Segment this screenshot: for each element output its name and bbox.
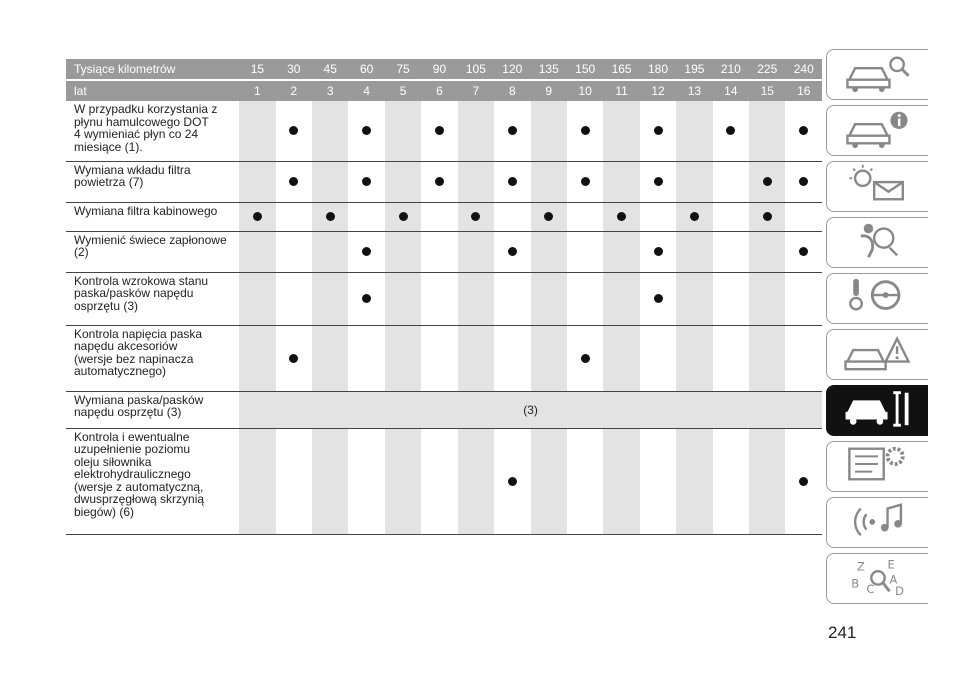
maintenance-schedule-table: [66, 59, 822, 535]
years-label: lat: [66, 80, 239, 101]
km-interval-cell: 60: [348, 59, 384, 80]
schedule-cell: [785, 202, 822, 231]
table-row: [66, 231, 822, 272]
schedule-cell: [749, 101, 785, 161]
car-info-icon: [836, 107, 920, 154]
year-interval-cell: 8: [494, 80, 530, 101]
chapter-tab-warning-light-message[interactable]: [826, 161, 928, 212]
km-interval-cell: 210: [713, 59, 749, 80]
year-interval-cell: 6: [421, 80, 457, 101]
schedule-cell: [494, 202, 530, 231]
schedule-cell: [385, 231, 421, 272]
chapter-tab-car-emergency[interactable]: [826, 329, 928, 380]
svg-text:D: D: [894, 584, 904, 597]
schedule-cell: [603, 231, 639, 272]
table-row: [66, 428, 822, 534]
schedule-cell: [713, 231, 749, 272]
service-bullet-icon: [799, 247, 808, 256]
schedule-cell: [458, 161, 494, 202]
service-bullet-icon: [289, 126, 298, 135]
service-bullet-icon: [763, 177, 772, 186]
operation-label: W przypadku korzystania z płynu hamulcowego DOT 4 wymieniać płyn co 24 miesiące (1).: [66, 101, 239, 161]
schedule-cell: [458, 101, 494, 161]
schedule-cell: [385, 101, 421, 161]
car-emergency-icon: [836, 331, 920, 378]
kilometers-label: Tysiące kilometrów: [66, 59, 239, 80]
service-bullet-icon: [690, 212, 699, 221]
schedule-cell: [239, 325, 275, 391]
schedule-cell: [421, 101, 457, 161]
schedule-cell: [603, 161, 639, 202]
schedule-cell: [531, 101, 567, 161]
operation-label: Kontrola napięcia paska napędu akcesoriów (wersje bez napinacza automatycznego): [66, 325, 239, 391]
table-row: [66, 202, 822, 231]
service-bullet-icon: [726, 126, 735, 135]
warning-light-message-icon: [836, 163, 920, 210]
schedule-cell: [567, 231, 603, 272]
chapter-tab-car-search[interactable]: [826, 49, 928, 100]
schedule-cell: [458, 202, 494, 231]
schedule-cell: [640, 101, 676, 161]
schedule-cell: [603, 272, 639, 325]
schedule-cell: [749, 202, 785, 231]
service-bullet-icon: [289, 177, 298, 186]
service-bullet-icon: [799, 126, 808, 135]
year-interval-cell: 5: [385, 80, 421, 101]
table-row: [66, 101, 822, 161]
chapter-tab-car-maintenance[interactable]: [826, 385, 928, 436]
year-interval-cell: 10: [567, 80, 603, 101]
schedule-cell: [640, 272, 676, 325]
schedule-cell: [458, 325, 494, 391]
year-interval-cell: 2: [276, 80, 312, 101]
service-bullet-icon: [435, 177, 444, 186]
svg-text:C: C: [866, 582, 875, 597]
schedule-cell: [494, 325, 530, 391]
schedule-cell: [713, 101, 749, 161]
year-interval-cell: 16: [785, 80, 822, 101]
schedule-cell: [531, 325, 567, 391]
schedule-cell: [239, 161, 275, 202]
chapter-tab-multimedia[interactable]: [826, 497, 928, 548]
schedule-cell: [421, 161, 457, 202]
table-row: [66, 161, 822, 202]
schedule-cell: [785, 272, 822, 325]
km-interval-cell: 15: [239, 59, 275, 80]
schedule-cell: [531, 231, 567, 272]
schedule-cell: [494, 272, 530, 325]
operation-label: Wymiana filtra kabinowego: [66, 202, 239, 231]
header-row-years: [66, 80, 822, 101]
service-bullet-icon: [362, 177, 371, 186]
schedule-cell: [640, 231, 676, 272]
schedule-cell: [494, 161, 530, 202]
year-interval-cell: 3: [312, 80, 348, 101]
schedule-cell: [567, 161, 603, 202]
service-bullet-icon: [654, 247, 663, 256]
chapter-tab-airbag-safety[interactable]: [826, 217, 928, 268]
schedule-cell: [567, 428, 603, 534]
schedule-cell: [348, 325, 384, 391]
schedule-cell: [603, 101, 639, 161]
schedule-cell: [494, 428, 530, 534]
header-row-kilometers: [66, 59, 822, 80]
chapter-tab-technical-data-gear[interactable]: [826, 441, 928, 492]
schedule-cell: [785, 101, 822, 161]
km-interval-cell: 45: [312, 59, 348, 80]
service-bullet-icon: [617, 212, 626, 221]
page-number: 241: [828, 623, 857, 642]
schedule-cell: [640, 428, 676, 534]
chapter-tab-car-info[interactable]: [826, 105, 928, 156]
multimedia-icon: [836, 499, 920, 546]
schedule-cell: [749, 161, 785, 202]
schedule-cell: [676, 325, 712, 391]
km-interval-cell: 165: [603, 59, 639, 80]
schedule-cell: [494, 101, 530, 161]
schedule-cell: [385, 428, 421, 534]
car-search-icon: [836, 51, 920, 98]
operation-label: Wymienić świece zapłonowe (2): [66, 231, 239, 272]
schedule-cell: [276, 101, 312, 161]
schedule-cell: [276, 202, 312, 231]
schedule-cell: [567, 325, 603, 391]
schedule-cell: [785, 231, 822, 272]
svg-text:B: B: [850, 576, 859, 591]
service-bullet-icon: [581, 354, 590, 363]
service-bullet-icon: [399, 212, 408, 221]
schedule-cell: [713, 161, 749, 202]
schedule-cell: [676, 231, 712, 272]
service-bullet-icon: [763, 212, 772, 221]
airbag-safety-icon: [836, 219, 920, 266]
schedule-cell: [785, 325, 822, 391]
schedule-cell: [421, 272, 457, 325]
operation-label: Wymiana paska/pasków napędu osprzętu (3): [66, 391, 239, 428]
km-interval-cell: 105: [458, 59, 494, 80]
schedule-cell: [567, 101, 603, 161]
svg-text:Z: Z: [856, 559, 865, 574]
operation-label: Wymiana wkładu filtra powietrza (7): [66, 161, 239, 202]
service-bullet-icon: [326, 212, 335, 221]
schedule-cell: [348, 202, 384, 231]
schedule-cell: [312, 231, 348, 272]
schedule-cell: [348, 101, 384, 161]
schedule-cell: [421, 325, 457, 391]
service-bullet-icon: [435, 126, 444, 135]
schedule-cell: [749, 428, 785, 534]
schedule-cell: [239, 428, 275, 534]
service-bullet-icon: [253, 212, 262, 221]
schedule-cell: [531, 161, 567, 202]
chapter-tab-key-steering-wheel[interactable]: [826, 273, 928, 324]
km-interval-cell: 90: [421, 59, 457, 80]
km-interval-cell: 240: [785, 59, 822, 80]
schedule-cell: [567, 272, 603, 325]
schedule-cell: [312, 325, 348, 391]
table-row: [66, 391, 822, 428]
service-bullet-icon: [654, 177, 663, 186]
schedule-cell: [421, 231, 457, 272]
year-interval-cell: 9: [531, 80, 567, 101]
service-bullet-icon: [362, 126, 371, 135]
index-az-icon: [836, 555, 920, 602]
schedule-cell: [276, 272, 312, 325]
service-bullet-icon: [581, 126, 590, 135]
schedule-cell: [458, 231, 494, 272]
schedule-cell: [676, 272, 712, 325]
year-interval-cell: 14: [713, 80, 749, 101]
schedule-cell: [785, 161, 822, 202]
km-interval-cell: 30: [276, 59, 312, 80]
schedule-cell: [603, 325, 639, 391]
schedule-cell: [312, 202, 348, 231]
span-note: (3): [239, 391, 822, 428]
schedule-cell: [239, 101, 275, 161]
schedule-cell: [676, 428, 712, 534]
schedule-cell: [348, 428, 384, 534]
schedule-cell: [567, 202, 603, 231]
schedule-cell: [531, 428, 567, 534]
schedule-cell: [713, 272, 749, 325]
schedule-cell: [239, 272, 275, 325]
schedule-cell: [312, 101, 348, 161]
schedule-cell: [385, 325, 421, 391]
schedule-cell: [239, 202, 275, 231]
service-bullet-icon: [508, 247, 517, 256]
service-bullet-icon: [508, 177, 517, 186]
schedule-cell: [276, 231, 312, 272]
service-bullet-icon: [799, 477, 808, 486]
schedule-cell: [640, 202, 676, 231]
schedule-cell: [640, 325, 676, 391]
service-bullet-icon: [799, 177, 808, 186]
schedule-cell: [603, 202, 639, 231]
year-interval-cell: 7: [458, 80, 494, 101]
km-interval-cell: 135: [531, 59, 567, 80]
service-bullet-icon: [544, 212, 553, 221]
km-interval-cell: 195: [676, 59, 712, 80]
service-bullet-icon: [654, 294, 663, 303]
operation-label: Kontrola wzrokowa stanu paska/pasków napędu osprzętu (3): [66, 272, 239, 325]
schedule-cell: [385, 202, 421, 231]
km-interval-cell: 120: [494, 59, 530, 80]
schedule-cell: [312, 272, 348, 325]
schedule-cell: [385, 272, 421, 325]
schedule-cell: [785, 428, 822, 534]
table-row: [66, 272, 822, 325]
year-interval-cell: 1: [239, 80, 275, 101]
schedule-cell: [749, 272, 785, 325]
sidebar-chapter-tabs: [826, 49, 928, 609]
schedule-cell: [276, 161, 312, 202]
schedule-cell: [312, 161, 348, 202]
schedule-cell: [749, 325, 785, 391]
schedule-cell: [348, 231, 384, 272]
schedule-cell: [458, 428, 494, 534]
schedule-cell: [348, 161, 384, 202]
year-interval-cell: 12: [640, 80, 676, 101]
schedule-cell: [713, 428, 749, 534]
schedule-cell: [385, 161, 421, 202]
km-interval-cell: 150: [567, 59, 603, 80]
km-interval-cell: 225: [749, 59, 785, 80]
schedule-cell: [421, 202, 457, 231]
schedule-cell: [676, 202, 712, 231]
schedule-cell: [676, 101, 712, 161]
schedule-cell: [640, 161, 676, 202]
year-interval-cell: 11: [603, 80, 639, 101]
operation-label: Kontrola i ewentualne uzupełnienie poziomu oleju siłownika elektrohydraulicznego (wersje z automatyczną, dwusprzęgłową skrzynią biegów) (6): [66, 428, 239, 534]
svg-text:A: A: [888, 572, 897, 587]
svg-text:E: E: [887, 557, 895, 572]
service-bullet-icon: [654, 126, 663, 135]
year-interval-cell: 4: [348, 80, 384, 101]
schedule-cell: [239, 231, 275, 272]
schedule-cell: [603, 428, 639, 534]
schedule-cell: [531, 202, 567, 231]
km-interval-cell: 75: [385, 59, 421, 80]
schedule-cell: [713, 325, 749, 391]
schedule-cell: [749, 231, 785, 272]
chapter-tab-index-az[interactable]: [826, 553, 928, 604]
schedule-cell: [458, 272, 494, 325]
car-maintenance-icon: [836, 387, 920, 434]
schedule-cell: [312, 428, 348, 534]
service-bullet-icon: [581, 177, 590, 186]
schedule-cell: [276, 428, 312, 534]
service-bullet-icon: [471, 212, 480, 221]
year-interval-cell: 15: [749, 80, 785, 101]
schedule-cell: [713, 202, 749, 231]
technical-data-gear-icon: [836, 443, 920, 490]
table-row: [66, 325, 822, 391]
schedule-cell: [676, 161, 712, 202]
key-steering-wheel-icon: [836, 275, 920, 322]
service-bullet-icon: [362, 294, 371, 303]
schedule-cell: [348, 272, 384, 325]
service-bullet-icon: [289, 354, 298, 363]
km-interval-cell: 180: [640, 59, 676, 80]
schedule-cell: [531, 272, 567, 325]
service-bullet-icon: [508, 126, 517, 135]
schedule-cell: [276, 325, 312, 391]
schedule-cell: [494, 231, 530, 272]
year-interval-cell: 13: [676, 80, 712, 101]
service-bullet-icon: [362, 247, 371, 256]
schedule-cell: [421, 428, 457, 534]
service-bullet-icon: [508, 477, 517, 486]
